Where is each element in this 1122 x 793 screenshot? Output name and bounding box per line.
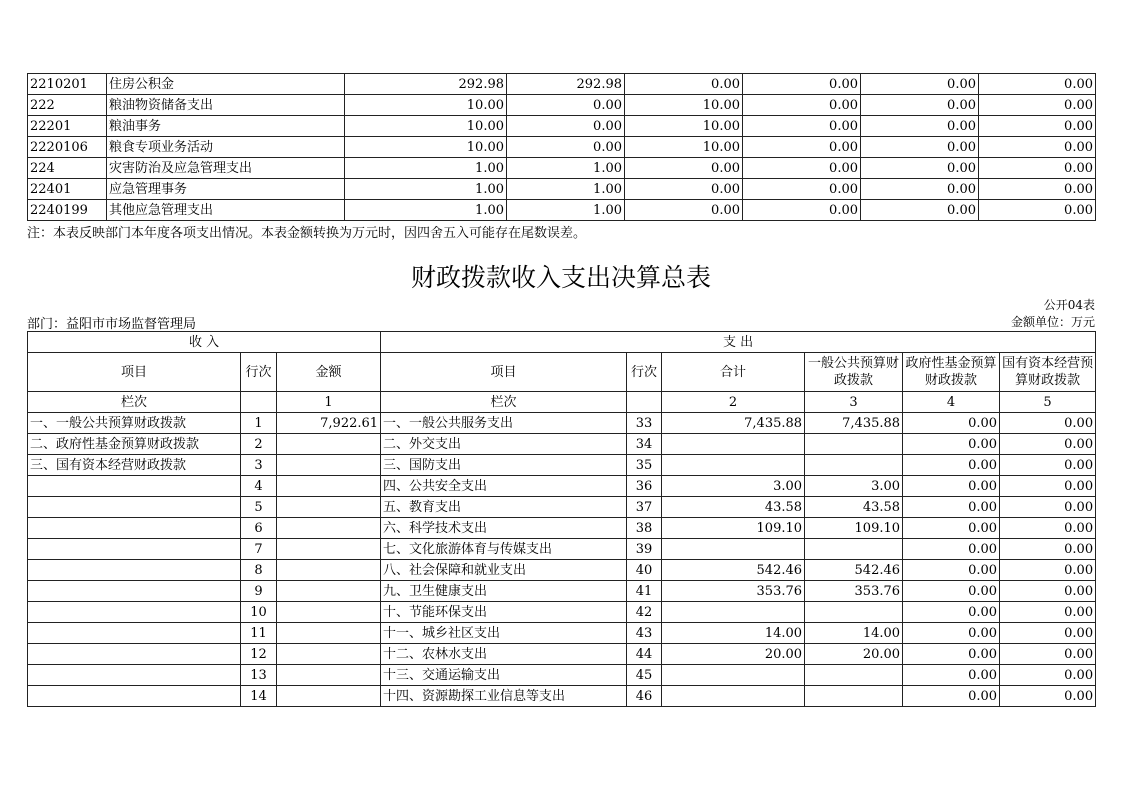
- cell-in-item: [28, 686, 241, 707]
- cell-in-item: 二、政府性基金预算财政拨款: [28, 434, 241, 455]
- cell-ex-no: 40: [627, 560, 662, 581]
- cell-project: 10.00: [625, 116, 743, 137]
- cell-fund: 0.00: [903, 623, 1000, 644]
- cell-fund: 0.00: [743, 95, 861, 116]
- table-row: [28, 116, 1096, 137]
- cell-in-no: 4: [241, 476, 277, 497]
- table-row: [28, 95, 1096, 116]
- header-state-capital: 国有资本经营预算财政拨款: [1000, 353, 1096, 392]
- report-title: 财政拨款收入支出决算总表: [410, 263, 711, 292]
- cell-ex-no: 42: [627, 602, 662, 623]
- cell-total: 1.00: [345, 179, 507, 200]
- cell-fund: 0.00: [903, 518, 1000, 539]
- cell-ex-item: 十二、农林水支出: [381, 644, 627, 665]
- cell-fund: 0.00: [743, 158, 861, 179]
- cell-ex-item: 四、公共安全支出: [381, 476, 627, 497]
- cell-fund: 0.00: [743, 74, 861, 95]
- cell-total: [662, 665, 805, 686]
- table-row: [28, 434, 1096, 455]
- cell-in-item: [28, 476, 241, 497]
- cell-capital: 0.00: [1000, 497, 1096, 518]
- cell-project: 0.00: [625, 74, 743, 95]
- cell-ex-item: 八、社会保障和就业支出: [381, 560, 627, 581]
- cell-fund: 0.00: [743, 137, 861, 158]
- header-income-row-no: 行次: [241, 353, 277, 392]
- cell-general: [805, 455, 903, 476]
- cell-ex-no: 34: [627, 434, 662, 455]
- cell-total: 10.00: [345, 116, 507, 137]
- cell-fund: 0.00: [903, 602, 1000, 623]
- cell-ex-no: 33: [627, 413, 662, 434]
- table-row: [28, 200, 1096, 221]
- column-header-row: [28, 353, 1096, 392]
- table-row: [28, 644, 1096, 665]
- cell-in-item: 三、国有资本经营财政拨款: [28, 455, 241, 476]
- cell-general: [805, 434, 903, 455]
- cell-general: 14.00: [805, 623, 903, 644]
- col-index-label: 栏次: [28, 392, 241, 413]
- table-row: [28, 137, 1096, 158]
- cell-in-amount: [277, 623, 381, 644]
- table-row: [28, 455, 1096, 476]
- cell-fund: 0.00: [743, 179, 861, 200]
- header-total: 合计: [662, 353, 805, 392]
- cell-capital: 0.00: [1000, 413, 1096, 434]
- form-code: 公开04表: [1043, 298, 1095, 312]
- col-index-total: 2: [662, 392, 805, 413]
- cell-item: 粮油物资储备支出: [107, 95, 345, 116]
- cell-fund: 0.00: [903, 497, 1000, 518]
- cell-ex-no: 39: [627, 539, 662, 560]
- cell-ex-item: 二、外交支出: [381, 434, 627, 455]
- cell-general: [805, 602, 903, 623]
- cell-other: 0.00: [979, 158, 1096, 179]
- cell-in-no: 9: [241, 581, 277, 602]
- header-gov-fund: 政府性基金预算财政拨款: [903, 353, 1000, 392]
- cell-ex-no: 35: [627, 455, 662, 476]
- cell-in-amount: [277, 602, 381, 623]
- cell-fund: 0.00: [903, 413, 1000, 434]
- cell-capital: 0.00: [861, 74, 979, 95]
- col-index-amount: 1: [277, 392, 381, 413]
- cell-total: 1.00: [345, 158, 507, 179]
- col-index-capital: 5: [1000, 392, 1096, 413]
- cell-code: 2210201: [28, 74, 107, 95]
- cell-total: 20.00: [662, 644, 805, 665]
- cell-total: 353.76: [662, 581, 805, 602]
- table-row: [28, 476, 1096, 497]
- cell-in-amount: [277, 665, 381, 686]
- table-row: [28, 539, 1096, 560]
- cell-in-no: 10: [241, 602, 277, 623]
- cell-fund: 0.00: [903, 560, 1000, 581]
- cell-in-item: [28, 665, 241, 686]
- cell-ex-no: 38: [627, 518, 662, 539]
- cell-ex-item: 三、国防支出: [381, 455, 627, 476]
- cell-in-amount: [277, 434, 381, 455]
- cell-basic: 1.00: [507, 200, 625, 221]
- cell-in-amount: [277, 644, 381, 665]
- table-row: [28, 413, 1096, 434]
- cell-capital: 0.00: [1000, 434, 1096, 455]
- cell-project: 10.00: [625, 137, 743, 158]
- cell-total: [662, 455, 805, 476]
- cell-in-amount: [277, 581, 381, 602]
- cell-in-amount: [277, 518, 381, 539]
- cell-in-item: [28, 623, 241, 644]
- cell-fund: 0.00: [903, 434, 1000, 455]
- cell-other: 0.00: [979, 116, 1096, 137]
- cell-capital: 0.00: [1000, 455, 1096, 476]
- cell-in-no: 6: [241, 518, 277, 539]
- cell-ex-item: 七、文化旅游体育与传媒支出: [381, 539, 627, 560]
- cell-total: 109.10: [662, 518, 805, 539]
- cell-capital: 0.00: [861, 200, 979, 221]
- cell-in-item: [28, 560, 241, 581]
- cell-in-no: 3: [241, 455, 277, 476]
- cell-in-item: [28, 497, 241, 518]
- cell-general: [805, 539, 903, 560]
- header-expense-row-no: 行次: [627, 353, 662, 392]
- cell-in-no: 1: [241, 413, 277, 434]
- expense-group-header: 支 出: [381, 332, 1096, 353]
- cell-capital: 0.00: [861, 179, 979, 200]
- cell-capital: 0.00: [1000, 476, 1096, 497]
- table-row: [28, 665, 1096, 686]
- table-row: [28, 686, 1096, 707]
- cell-capital: 0.00: [1000, 644, 1096, 665]
- income-group-header: 收 入: [28, 332, 381, 353]
- cell-basic: 1.00: [507, 158, 625, 179]
- cell-ex-no: 37: [627, 497, 662, 518]
- cell-other: 0.00: [979, 200, 1096, 221]
- cell-ex-item: 一、一般公共服务支出: [381, 413, 627, 434]
- cell-code: 22201: [28, 116, 107, 137]
- cell-code: 222: [28, 95, 107, 116]
- cell-general: 542.46: [805, 560, 903, 581]
- cell-item: 粮食专项业务活动: [107, 137, 345, 158]
- cell-fund: 0.00: [903, 665, 1000, 686]
- header-general-budget: 一般公共预算财政拨款: [805, 353, 903, 392]
- col-index-fund: 4: [903, 392, 1000, 413]
- cell-in-amount: [277, 686, 381, 707]
- budget-summary-body: [28, 332, 1096, 707]
- cell-total: [662, 602, 805, 623]
- cell-code: 2240199: [28, 200, 107, 221]
- cell-general: [805, 686, 903, 707]
- cell-general: 109.10: [805, 518, 903, 539]
- cell-code: 224: [28, 158, 107, 179]
- cell-project: 10.00: [625, 95, 743, 116]
- cell-ex-no: 46: [627, 686, 662, 707]
- cell-ex-no: 43: [627, 623, 662, 644]
- cell-code: 22401: [28, 179, 107, 200]
- cell-fund: 0.00: [743, 200, 861, 221]
- table-row: [28, 602, 1096, 623]
- department-label: 部门：益阳市市场监督管理局: [27, 317, 197, 332]
- cell-item: 粮油事务: [107, 116, 345, 137]
- cell-other: 0.00: [979, 95, 1096, 116]
- col-index-exp-label: 栏次: [381, 392, 627, 413]
- cell-capital: 0.00: [1000, 686, 1096, 707]
- cell-capital: 0.00: [1000, 665, 1096, 686]
- cell-in-item: [28, 644, 241, 665]
- cell-basic: 0.00: [507, 95, 625, 116]
- cell-total: [662, 686, 805, 707]
- cell-general: 3.00: [805, 476, 903, 497]
- col-index-empty: [627, 392, 662, 413]
- cell-fund: 0.00: [743, 116, 861, 137]
- cell-basic: 0.00: [507, 116, 625, 137]
- cell-ex-item: 十三、交通运输支出: [381, 665, 627, 686]
- cell-capital: 0.00: [1000, 560, 1096, 581]
- cell-capital: 0.00: [1000, 602, 1096, 623]
- group-header-row: [28, 332, 1096, 353]
- cell-total: 14.00: [662, 623, 805, 644]
- cell-basic: 0.00: [507, 137, 625, 158]
- cell-total: [662, 539, 805, 560]
- table-note: 注：本表反映部门本年度各项支出情况。本表金额转换为万元时，因四舍五入可能存在尾数误差。: [27, 226, 587, 241]
- cell-total: [662, 434, 805, 455]
- table-row: [28, 179, 1096, 200]
- cell-total: 43.58: [662, 497, 805, 518]
- cell-item: 应急管理事务: [107, 179, 345, 200]
- header-amount: 金额: [277, 353, 381, 392]
- table-row: [28, 518, 1096, 539]
- cell-ex-item: 六、科学技术支出: [381, 518, 627, 539]
- cell-in-item: 一、一般公共预算财政拨款: [28, 413, 241, 434]
- cell-other: 0.00: [979, 179, 1096, 200]
- cell-project: 0.00: [625, 200, 743, 221]
- expense-detail-table: [27, 73, 1096, 221]
- cell-in-amount: [277, 560, 381, 581]
- cell-project: 0.00: [625, 158, 743, 179]
- cell-in-amount: [277, 497, 381, 518]
- cell-capital: 0.00: [861, 116, 979, 137]
- cell-general: 7,435.88: [805, 413, 903, 434]
- budget-summary-table: [27, 331, 1096, 707]
- cell-in-item: [28, 539, 241, 560]
- table-row: [28, 560, 1096, 581]
- cell-total: 10.00: [345, 95, 507, 116]
- cell-total: 1.00: [345, 200, 507, 221]
- cell-ex-item: 十一、城乡社区支出: [381, 623, 627, 644]
- cell-capital: 0.00: [861, 95, 979, 116]
- cell-in-no: 8: [241, 560, 277, 581]
- cell-in-amount: [277, 539, 381, 560]
- cell-total: 542.46: [662, 560, 805, 581]
- cell-in-amount: [277, 455, 381, 476]
- cell-ex-no: 45: [627, 665, 662, 686]
- table-row: [28, 581, 1096, 602]
- header-expense-item: 项目: [381, 353, 627, 392]
- cell-project: 0.00: [625, 179, 743, 200]
- cell-total: 292.98: [345, 74, 507, 95]
- cell-in-no: 14: [241, 686, 277, 707]
- cell-in-item: [28, 518, 241, 539]
- cell-ex-no: 44: [627, 644, 662, 665]
- cell-in-no: 2: [241, 434, 277, 455]
- col-index-empty: [241, 392, 277, 413]
- cell-fund: 0.00: [903, 476, 1000, 497]
- cell-in-amount: 7,922.61: [277, 413, 381, 434]
- unit-label: 金额单位：万元: [1010, 315, 1095, 329]
- cell-other: 0.00: [979, 137, 1096, 158]
- cell-in-no: 11: [241, 623, 277, 644]
- cell-total: 7,435.88: [662, 413, 805, 434]
- cell-general: 20.00: [805, 644, 903, 665]
- header-income-item: 项目: [28, 353, 241, 392]
- cell-capital: 0.00: [1000, 581, 1096, 602]
- cell-total: 10.00: [345, 137, 507, 158]
- cell-capital: 0.00: [861, 158, 979, 179]
- cell-basic: 1.00: [507, 179, 625, 200]
- cell-capital: 0.00: [1000, 623, 1096, 644]
- cell-fund: 0.00: [903, 686, 1000, 707]
- expense-detail-body: [28, 74, 1096, 221]
- table-row: [28, 74, 1096, 95]
- cell-in-item: [28, 581, 241, 602]
- cell-item: 灾害防治及应急管理支出: [107, 158, 345, 179]
- cell-fund: 0.00: [903, 539, 1000, 560]
- cell-item: 住房公积金: [107, 74, 345, 95]
- cell-fund: 0.00: [903, 455, 1000, 476]
- cell-general: 43.58: [805, 497, 903, 518]
- cell-basic: 292.98: [507, 74, 625, 95]
- cell-general: [805, 665, 903, 686]
- cell-capital: 0.00: [1000, 539, 1096, 560]
- cell-code: 2220106: [28, 137, 107, 158]
- cell-in-item: [28, 602, 241, 623]
- cell-item: 其他应急管理支出: [107, 200, 345, 221]
- cell-ex-no: 41: [627, 581, 662, 602]
- cell-capital: 0.00: [861, 137, 979, 158]
- cell-in-no: 13: [241, 665, 277, 686]
- cell-fund: 0.00: [903, 644, 1000, 665]
- cell-in-no: 7: [241, 539, 277, 560]
- cell-total: 3.00: [662, 476, 805, 497]
- cell-fund: 0.00: [903, 581, 1000, 602]
- table-row: [28, 497, 1096, 518]
- cell-ex-item: 十四、资源勘探工业信息等支出: [381, 686, 627, 707]
- table-row: [28, 623, 1096, 644]
- cell-ex-item: 十、节能环保支出: [381, 602, 627, 623]
- cell-in-no: 5: [241, 497, 277, 518]
- col-index-general: 3: [805, 392, 903, 413]
- table-row: [28, 158, 1096, 179]
- cell-capital: 0.00: [1000, 518, 1096, 539]
- column-index-row: [28, 392, 1096, 413]
- cell-ex-no: 36: [627, 476, 662, 497]
- cell-in-amount: [277, 476, 381, 497]
- cell-in-no: 12: [241, 644, 277, 665]
- cell-ex-item: 九、卫生健康支出: [381, 581, 627, 602]
- cell-general: 353.76: [805, 581, 903, 602]
- cell-ex-item: 五、教育支出: [381, 497, 627, 518]
- cell-other: 0.00: [979, 74, 1096, 95]
